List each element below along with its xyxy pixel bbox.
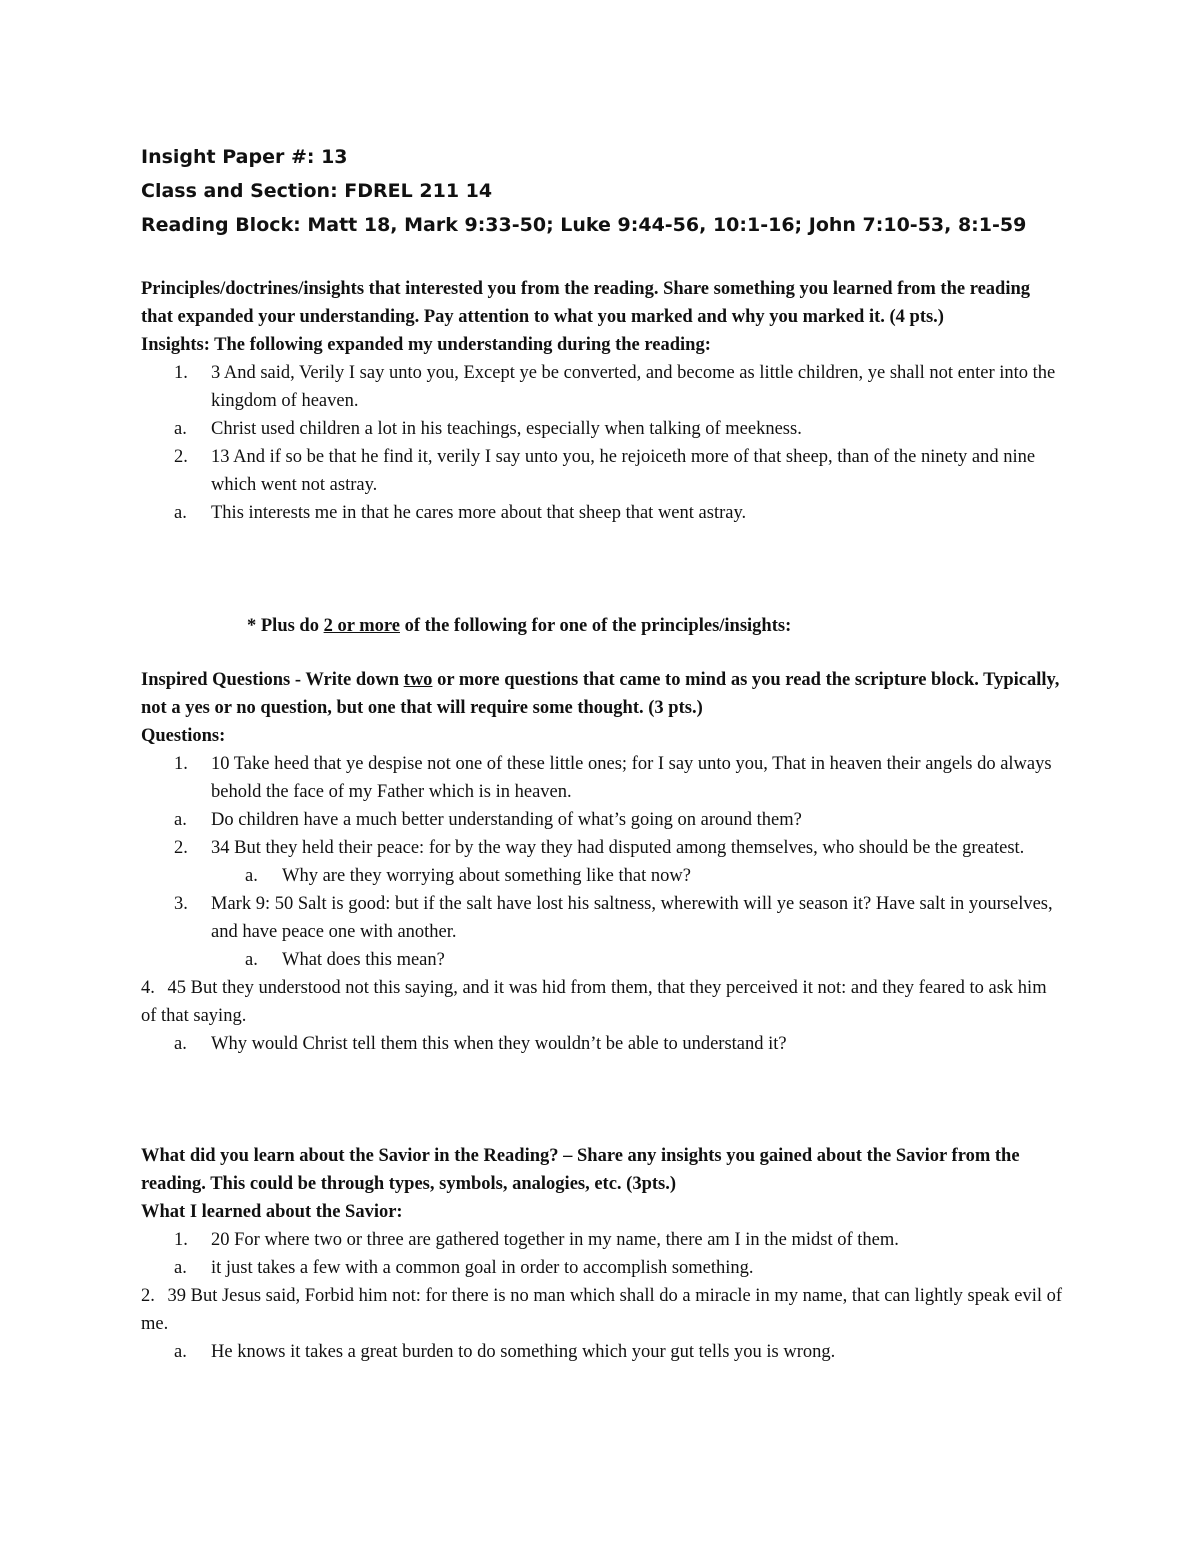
insights-label: Insights: The following expanded my understanding during the reading: bbox=[141, 335, 711, 355]
list-item: 4. 45 But they understood not this saying, and it was hid from them, that they perceived it not: and they feared to ask him of that saying. bbox=[141, 978, 1047, 1026]
class-section: Class and Section: FDREL 211 14 bbox=[141, 180, 493, 202]
questions-prompt: Inspired Questions - Write down two or more questions that came to mind as you read the scripture block. Typically, not a yes or no question, but one that will require some thought. (3 pts.) bbox=[141, 670, 1060, 718]
plus-instruction: * Plus do 2 or more of the following for one of the principles/insights: bbox=[247, 616, 792, 636]
list-item: a. it just takes a few with a common goal in order to accomplish something. bbox=[174, 1258, 754, 1278]
list-item: 2. 39 But Jesus said, Forbid him not: for there is no man which shall do a miracle in my name, that can lightly speak evil of me. bbox=[141, 1286, 1063, 1334]
list-item: a. He knows it takes a great burden to do something which your gut tells you is wrong. bbox=[174, 1342, 836, 1362]
list-item: 1. 3 And said, Verily I say unto you, Except ye be converted, and become as little children, ye shall not enter into the kingdom of heaven. bbox=[174, 363, 1056, 411]
questions-label: Questions: bbox=[141, 726, 226, 746]
list-item: 2. 34 But they held their peace: for by the way they had disputed among themselves, who should be the greatest. bbox=[174, 838, 1025, 858]
list-item: a. Christ used children a lot in his teachings, especially when talking of meekness. bbox=[174, 419, 802, 439]
list-item: 1. 20 For where two or three are gathered together in my name, there am I in the midst of them. bbox=[174, 1230, 899, 1250]
list-item: 3. Mark 9: 50 Salt is good: but if the salt have lost his saltness, wherewith will ye season it? Have salt in yourselves, and have peace one with another. bbox=[174, 894, 1053, 942]
list-item: a. This interests me in that he cares more about that sheep that went astray. bbox=[174, 503, 747, 523]
list-item: 1. 10 Take heed that ye despise not one of these little ones; for I say unto you, That in heaven their angels do always behold the face of my Father which is in heaven. bbox=[174, 754, 1052, 802]
list-item: a. What does this mean? bbox=[245, 950, 445, 970]
list-item: 2. 13 And if so be that he find it, verily I say unto you, he rejoiceth more of that sheep, than of the ninety and nine which went not astray. bbox=[174, 447, 1036, 495]
insights-section bbox=[141, 275, 1066, 527]
insights-prompt: Principles/doctrines/insights that interested you from the reading. Share something you learned from the reading that expanded your understanding. Pay attention to what you marked and why you marked it. (4 pts.) bbox=[141, 279, 1031, 327]
reading-block: Reading Block: Matt 18, Mark 9:33-50; Luke 9:44-56, 10:1-16; John 7:10-53, 8:1-59 bbox=[141, 214, 1027, 236]
questions-section bbox=[141, 666, 1066, 1058]
paper-number: Insight Paper #: 13 bbox=[141, 146, 348, 168]
savior-prompt: What did you learn about the Savior in the Reading? – Share any insights you gained about the Savior from the reading. This could be through types, symbols, analogies, etc. (3pts.) bbox=[141, 1146, 1020, 1194]
savior-label: What I learned about the Savior: bbox=[141, 1202, 403, 1222]
list-item: a. Do children have a much better understanding of what’s going on around them? bbox=[174, 810, 802, 830]
document-header bbox=[141, 143, 1026, 245]
list-item: a. Why are they worrying about something like that now? bbox=[245, 866, 691, 886]
savior-section bbox=[141, 1142, 1066, 1366]
list-item: a. Why would Christ tell them this when they wouldn’t be able to understand it? bbox=[174, 1034, 787, 1054]
